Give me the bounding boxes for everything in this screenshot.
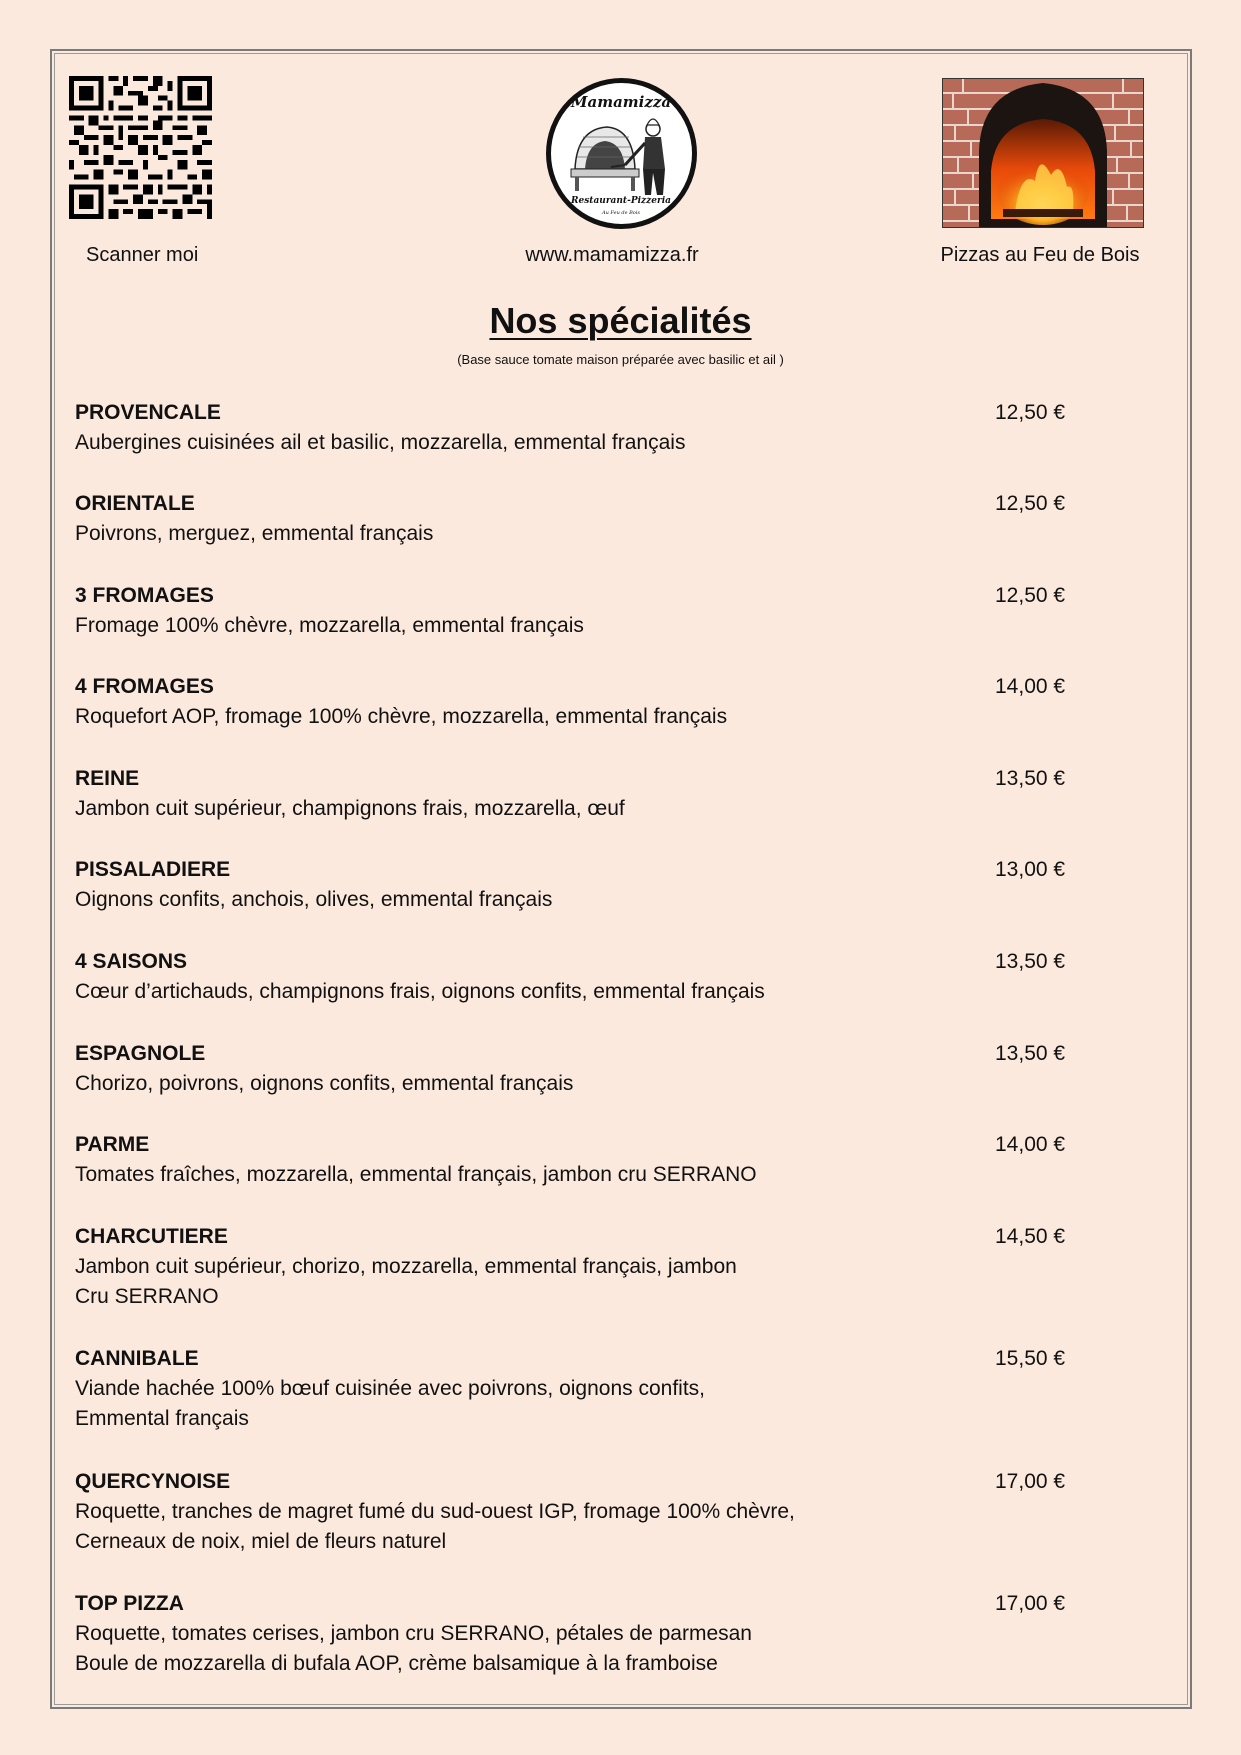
item-price: 14,00 € xyxy=(995,1133,1066,1156)
logo-tagline: Restaurant-Pizzeria xyxy=(571,196,671,206)
qr-caption: Scanner moi xyxy=(86,244,199,266)
item-name: REINE xyxy=(75,767,140,790)
item-description: Aubergines cuisinées ail et basilic, mozzarella, emmental français xyxy=(75,431,686,454)
item-price: 15,50 € xyxy=(995,1347,1066,1370)
item-description: Chorizo, poivrons, oignons confits, emmental français xyxy=(75,1072,574,1095)
item-description: Fromage 100% chèvre, mozzarella, emmental français xyxy=(75,614,584,637)
item-description: Cœur d’artichauds, champignons frais, oignons confits, emmental français xyxy=(75,980,765,1003)
item-price: 12,50 € xyxy=(995,492,1066,515)
item-name: CHARCUTIERE xyxy=(75,1225,228,1248)
item-price: 17,00 € xyxy=(995,1470,1066,1493)
menu-title: Nos spécialités xyxy=(489,300,752,341)
item-name: TOP PIZZA xyxy=(75,1592,184,1615)
item-description: Emmental français xyxy=(75,1407,249,1430)
item-description: Jambon cuit supérieur, champignons frais, mozzarella, œuf xyxy=(75,797,625,820)
item-name: PISSALADIERE xyxy=(75,858,231,881)
item-name: PARME xyxy=(75,1133,150,1156)
item-description: Cerneaux de noix, miel de fleurs naturel xyxy=(75,1530,447,1553)
item-name: ESPAGNOLE xyxy=(75,1042,206,1065)
oven-caption: Pizzas au Feu de Bois xyxy=(940,244,1140,266)
item-price: 13,50 € xyxy=(995,950,1066,973)
item-description: Roquette, tranches de magret fumé du sud-ouest IGP, fromage 100% chèvre, xyxy=(75,1500,795,1523)
menu-item xyxy=(75,398,1115,458)
menu-item xyxy=(75,764,1115,824)
menu-item xyxy=(75,1222,1115,1312)
item-name: ORIENTALE xyxy=(75,492,195,515)
item-description: Roquefort AOP, fromage 100% chèvre, mozzarella, emmental français xyxy=(75,705,728,728)
item-name: 4 FROMAGES xyxy=(75,675,214,698)
item-description: Cru SERRANO xyxy=(75,1285,219,1308)
item-price: 13,00 € xyxy=(995,858,1066,881)
item-price: 12,50 € xyxy=(995,401,1066,424)
item-description: Roquette, tomates cerises, jambon cru SERRANO, pétales de parmesan xyxy=(75,1622,752,1645)
menu-item xyxy=(75,581,1115,641)
menu-item xyxy=(75,1039,1115,1099)
restaurant-logo xyxy=(545,77,698,230)
item-name: PROVENCALE xyxy=(75,401,221,424)
item-description: Oignons confits, anchois, olives, emmental français xyxy=(75,888,553,911)
item-price: 13,50 € xyxy=(995,767,1066,790)
menu-item xyxy=(75,855,1115,915)
logo-subline: Au Feu de Bois xyxy=(602,210,640,216)
menu-item xyxy=(75,672,1115,732)
menu-item xyxy=(75,947,1115,1007)
logo-name: Mamamizza xyxy=(570,93,672,111)
item-description: Tomates fraîches, mozzarella, emmental français, jambon cru SERRANO xyxy=(75,1163,757,1186)
menu-item xyxy=(75,1344,1115,1434)
item-price: 13,50 € xyxy=(995,1042,1066,1065)
item-description: Boule de mozzarella di bufala AOP, crème balsamique à la framboise xyxy=(75,1652,718,1675)
menu-item xyxy=(75,1589,1115,1679)
menu-subtitle: (Base sauce tomate maison préparée avec basilic et ail ) xyxy=(457,352,784,367)
item-price: 14,00 € xyxy=(995,675,1066,698)
menu-item xyxy=(75,489,1115,549)
item-name: QUERCYNOISE xyxy=(75,1470,231,1493)
item-description: Poivrons, merguez, emmental français xyxy=(75,522,434,545)
item-price: 12,50 € xyxy=(995,584,1066,607)
item-name: CANNIBALE xyxy=(75,1347,199,1370)
item-name: 4 SAISONS xyxy=(75,950,188,973)
wood-fire-oven-photo xyxy=(942,78,1144,228)
website-link[interactable]: www.mamamizza.fr xyxy=(525,244,699,266)
item-description: Jambon cuit supérieur, chorizo, mozzarella, emmental français, jambon xyxy=(75,1255,737,1278)
item-description: Viande hachée 100% bœuf cuisinée avec poivrons, oignons confits, xyxy=(75,1377,706,1400)
menu-item xyxy=(75,1130,1115,1190)
menu-item xyxy=(75,1467,1115,1557)
item-price: 17,00 € xyxy=(995,1592,1066,1615)
qr-code-icon[interactable] xyxy=(69,76,212,219)
item-price: 14,50 € xyxy=(995,1225,1066,1248)
item-name: 3 FROMAGES xyxy=(75,584,214,607)
